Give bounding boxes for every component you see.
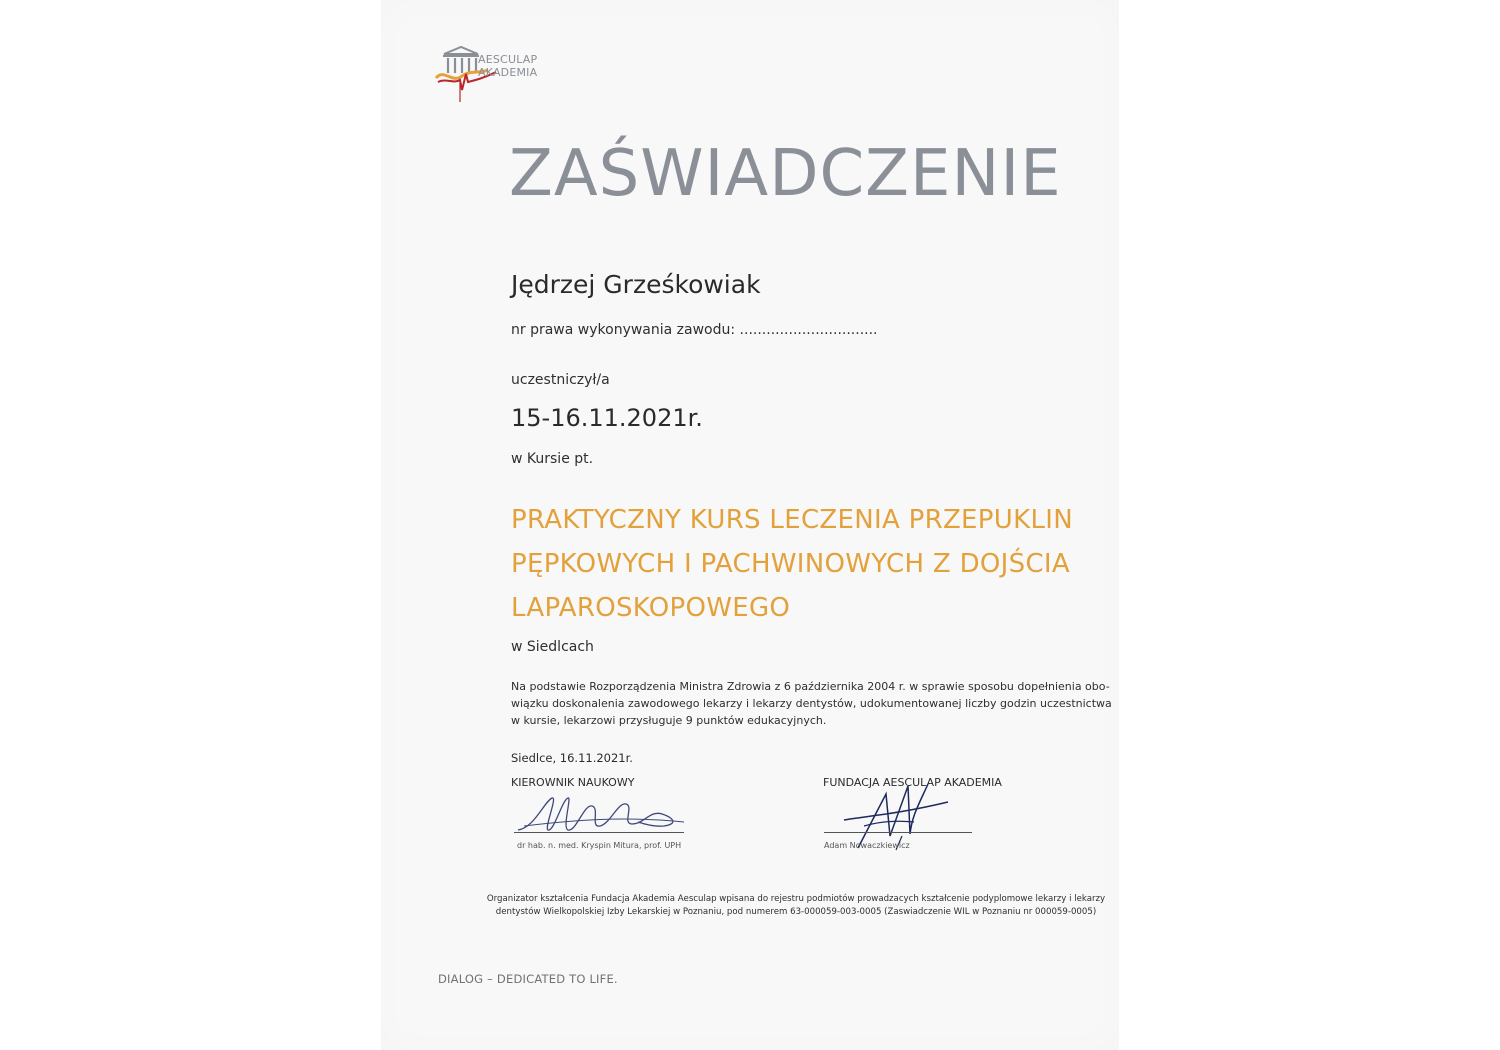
course-title [511, 498, 1071, 630]
footnote-line: Organizator kształcenia Fundacja Akademia Aesculap wpisana do rejestru podmiotów prowadzacych kształcenie podyplomowe lekarzy i lekarzy [486, 894, 1106, 904]
logo-line-1: AESCULAP [478, 53, 538, 66]
legal-text-line: w kursie, lekarzowi przysługuje 9 punktów edukacyjnych. [511, 714, 827, 727]
footnote-line: dentystów Wielkopolskiej Izby Lekarskiej w Poznaniu, pod numerem 63-000059-003-0005 (Zaswiadczenie WIL w Poznaniu nr 000059-0005) [495, 907, 1097, 917]
left-signer-name: dr hab. n. med. Kryspin Mitura, prof. UPH [517, 841, 682, 850]
participation-label: uczestniczył/a [511, 372, 610, 388]
slogan: DIALOG – DEDICATED TO LIFE. [438, 972, 618, 986]
course-title-line: PRAKTYCZNY KURS LECZENIA PRZEPUKLIN [511, 505, 1073, 535]
course-location: w Siedlcach [511, 639, 594, 655]
legal-text-line: Na podstawie Rozporządzenia Ministra Zdrowia z 6 października 2004 r. w sprawie sposobu dopełnienia obo- [511, 680, 1110, 693]
participant-name: Jędrzej Grześkowiak [511, 270, 761, 299]
license-number-label: nr prawa wykonywania zawodu: ............................... [511, 322, 878, 338]
course-title-line: LAPAROSKOPOWEGO [511, 593, 791, 623]
course-title-line: PĘPKOWYCH I PACHWINOWYCH Z DOJŚCIA [511, 549, 1070, 579]
right-signature-line [824, 832, 972, 833]
organizer-footnote [476, 893, 1116, 919]
course-dates: 15-16.11.2021r. [511, 404, 703, 432]
right-signer-name: Adam Nowaczkiewicz [824, 841, 910, 850]
legal-text [511, 678, 1112, 729]
certificate-title: ZAŚWIADCZENIE [509, 137, 1062, 211]
place-and-date: Siedlce, 16.11.2021r. [511, 751, 633, 765]
foundation-label: FUNDACJA AESCULAP AKADEMIA [823, 776, 1002, 789]
logo-line-2: AKADEMIA [478, 66, 538, 79]
course-intro: w Kursie pt. [511, 451, 594, 467]
legal-text-line: wiązku doskonalenia zawodowego lekarzy i lekarzy dentystów, udokumentowanej liczby godzin uczestnictwa [511, 697, 1112, 710]
logo-text [478, 53, 537, 79]
left-signature-line [514, 832, 684, 833]
scientific-director-label: KIEROWNIK NAUKOWY [511, 776, 635, 789]
